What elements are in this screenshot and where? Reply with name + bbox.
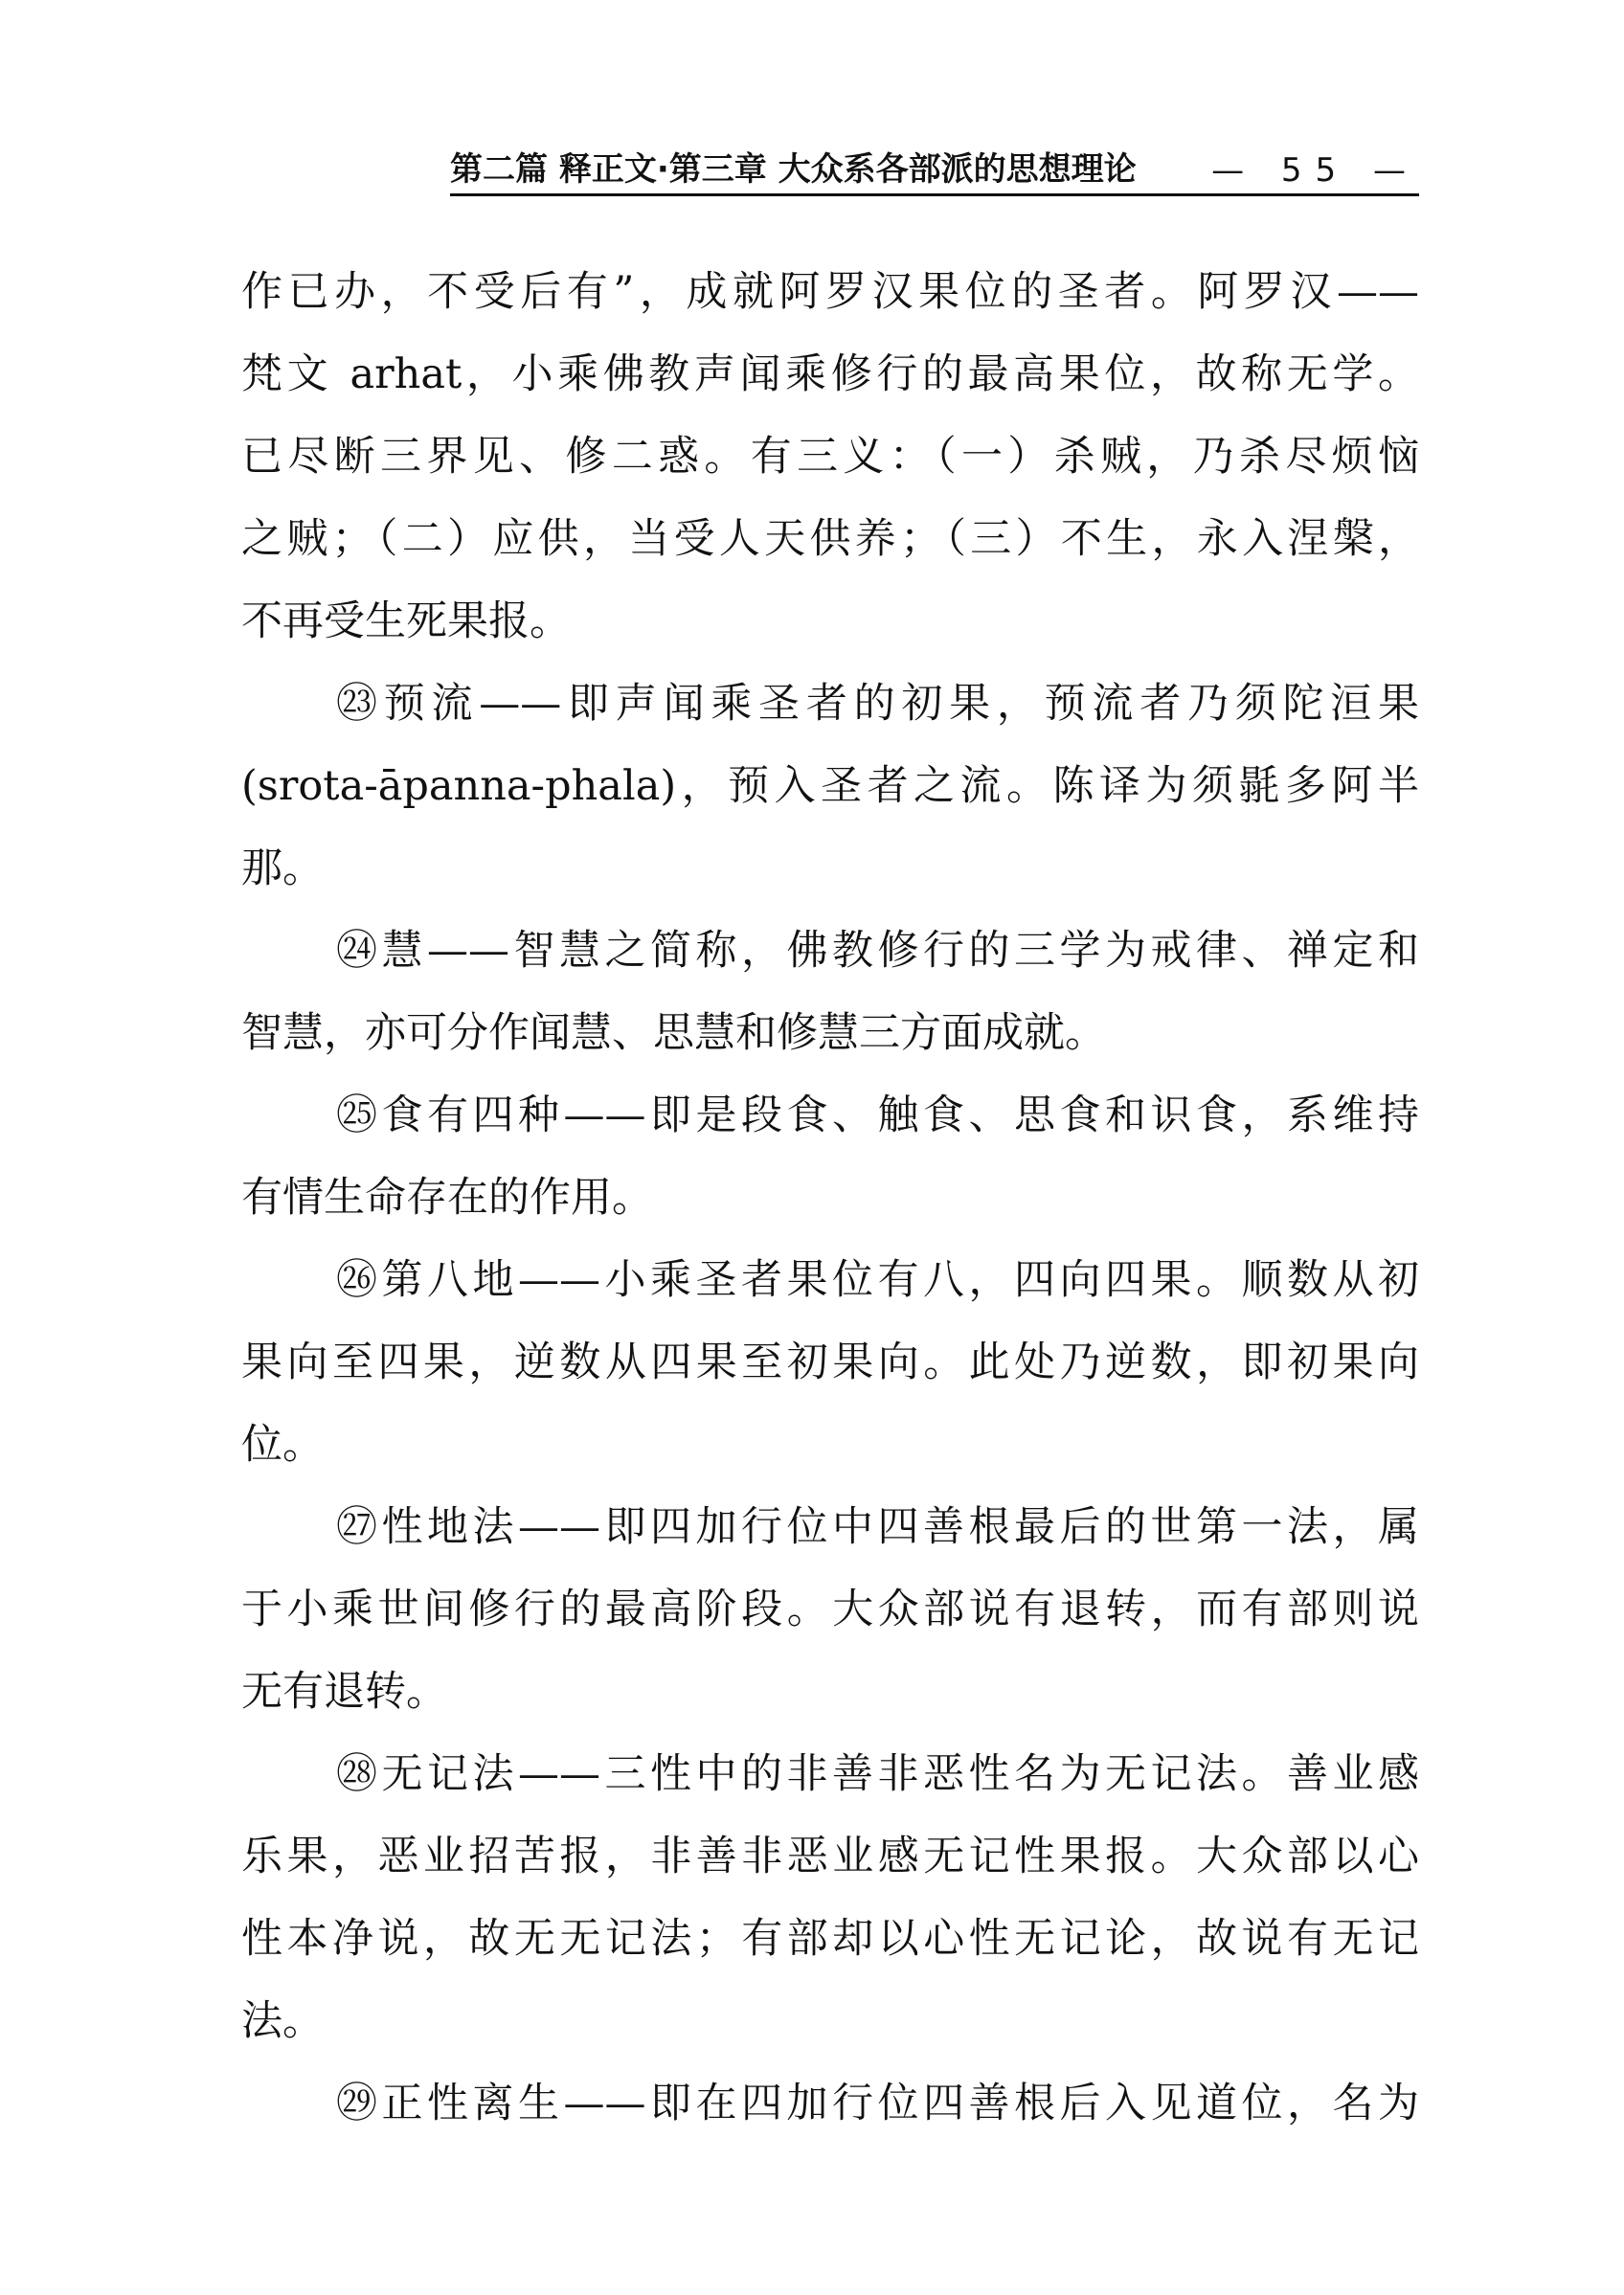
text-line: 之贼；（二）应供，当受人天供养；（三）不生，永入涅槃， — [241, 515, 1419, 563]
page-number: — 55 — — [1211, 151, 1419, 190]
text-line: 乐果，恶业招苦报，非善非恶业感无记性果报。大众部以心 — [241, 1833, 1419, 1880]
text-line: 位。 — [241, 1421, 324, 1469]
text-line: 性本净说，故无无记法；有部却以心性无记论，故说有无记 — [241, 1915, 1419, 1963]
text-line: 梵文 arhat，小乘佛教声闻乘修行的最高果位，故称无学。 — [241, 350, 1419, 398]
text-line: 果向至四果，逆数从四果至初果向。此处乃逆数，即初果向 — [241, 1339, 1419, 1386]
text-line: 有情生命存在的作用。 — [241, 1174, 653, 1222]
text-line: ㉕食有四种——即是段食、触食、思食和识食，系维持 — [336, 1091, 1419, 1139]
text-line: ㉓预流——即声闻乘圣者的初果，预流者乃须陀洹果 — [336, 680, 1419, 728]
text-line: ㉔慧——智慧之简称，佛教修行的三学为戒律、禅定和 — [336, 927, 1419, 975]
header-title: 第二篇 释正文·第三章 大众系各部派的思想理论 — [450, 150, 1137, 189]
text-line: 无有退转。 — [241, 1668, 447, 1716]
text-line: 已尽断三界见、修二惑。有三义：（一）杀贼，乃杀尽烦恼 — [241, 433, 1419, 481]
text-line: ㉖第八地——小乘圣者果位有八，四向四果。顺数从初 — [336, 1256, 1419, 1304]
text-line: 于小乘世间修行的最高阶段。大众部说有退转，而有部则说 — [241, 1586, 1419, 1633]
page-body — [241, 251, 1419, 2145]
text-line: 不再受生死果报。 — [241, 597, 571, 645]
text-line: ㉗性地法——即四加行位中四善根最后的世第一法，属 — [336, 1503, 1419, 1551]
text-line: ㉘无记法——三性中的非善非恶性名为无记法。善业感 — [336, 1750, 1419, 1798]
text-line: (srota-āpanna-phala)，预入圣者之流。陈译为须毾多阿半 — [241, 762, 1419, 810]
text-line: ㉙正性离生——即在四加行位四善根后入见道位，名为 — [336, 2080, 1419, 2127]
text-line: 智慧，亦可分作闻慧、思慧和修慧三方面成就。 — [241, 1009, 1106, 1057]
running-header — [450, 144, 1419, 196]
text-line: 法。 — [241, 1997, 324, 2045]
text-line: 那。 — [241, 844, 324, 892]
text-line: 作已办，不受后有”，成就阿罗汉果位的圣者。阿罗汉—— — [241, 268, 1419, 316]
